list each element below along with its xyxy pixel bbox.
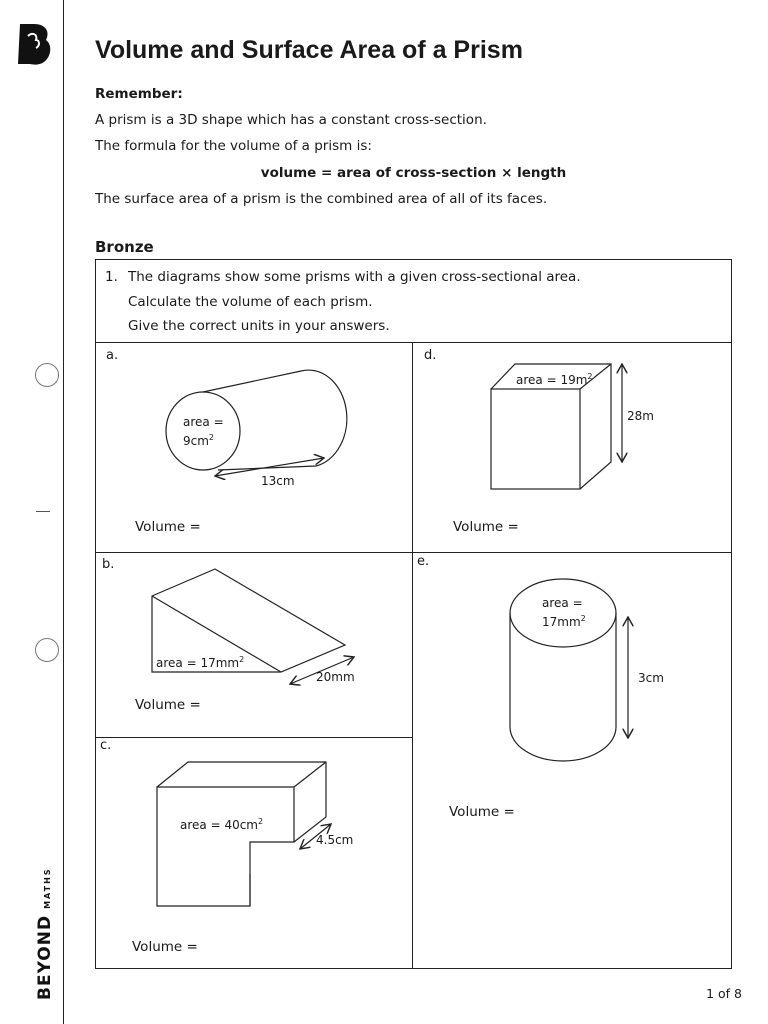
part-a-area-exp: 2 [208,433,215,442]
question-line-3: Give the correct units in your answers. [128,318,390,334]
part-b-area-exp: 2 [239,655,245,664]
part-a-label: a. [106,348,119,363]
part-a-area-text: area = [183,415,224,429]
part-b-volume: Volume = [135,697,201,713]
part-b-length: 20mm [316,670,355,684]
question-number: 1. [105,269,118,285]
part-e-volume: Volume = [449,804,515,820]
question-line-2: Calculate the volume of each prism. [128,294,373,310]
volume-formula: volume = area of cross-section × length [260,165,567,181]
part-d-area [516,369,593,388]
part-d-label: d. [424,348,437,363]
brand-sub: MATHS [43,867,52,909]
remember-line-3: The surface area of a prism is the combined area of all of its faces. [95,191,548,207]
part-c-label: c. [100,738,112,753]
brand-main: BEYOND [35,914,55,1000]
part-b-label: b. [102,557,115,572]
part-d-volume: Volume = [453,519,519,535]
part-b-area-value: area = 17mm [156,656,240,670]
part-c-volume: Volume = [132,939,198,955]
part-a-area [183,415,224,449]
part-e-area [542,596,586,630]
remember-line-2: The formula for the volume of a prism is: [95,138,372,154]
page-title: Volume and Surface Area of a Prism [95,36,523,64]
part-e-area-exp: 2 [580,614,586,623]
part-e-area-value: 17mm [542,615,581,629]
l-shaped-prism-figure [157,762,331,906]
part-e-length: 3cm [638,671,664,685]
part-a-length: 13cm [261,474,295,488]
part-d-length: 28m [627,409,654,423]
part-e-label: e. [417,554,430,569]
part-c-area [180,814,263,833]
question-line-1: The diagrams show some prisms with a given cross-sectional area. [128,269,581,285]
part-e-area-text: area = [542,596,583,610]
part-a-volume: Volume = [135,519,201,535]
part-c-area-exp: 2 [258,817,264,826]
part-d-area-value: area = 19m [516,373,588,387]
page-number: 1 of 8 [706,986,742,1001]
remember-heading: Remember: [95,86,183,102]
part-b-area [156,652,244,671]
remember-line-1: A prism is a 3D shape which has a constant cross-section. [95,112,487,128]
section-heading: Bronze [95,238,154,256]
part-d-area-exp: 2 [587,372,593,381]
part-a-area-value: 9cm [183,434,209,448]
part-c-length: 4.5cm [316,833,354,847]
part-c-area-value: area = 40cm [180,818,258,832]
